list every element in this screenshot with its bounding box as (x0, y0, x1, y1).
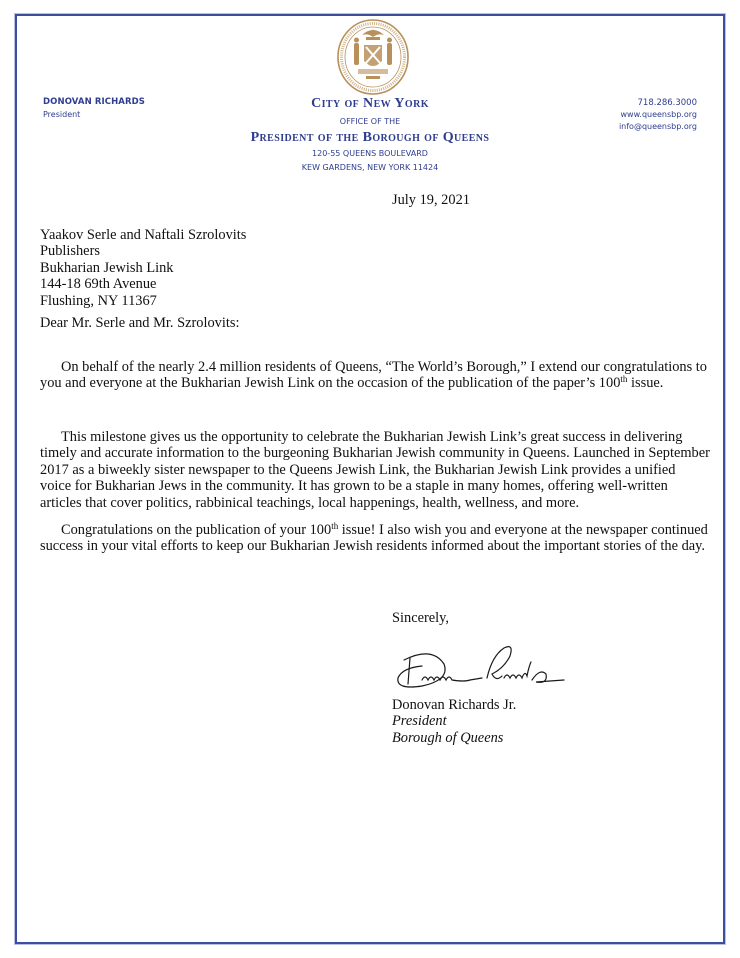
signer-title: President (392, 713, 447, 730)
city-heading: City of New York (311, 96, 429, 111)
recipient-names: Yaakov Serle and Naftali Szrolovits (40, 227, 247, 243)
letterhead-center (200, 96, 540, 174)
body-paragraph-3: Congratulations on the publication of your 100th issue! I also wish you and everyone at the newspaper continued success in your vital efforts to keep our Bukharian Jewish residents informed about the important stories of the day. (40, 521, 708, 555)
recipient-street: 144-18 69th Avenue (40, 276, 157, 293)
office-name-heading: President of the Borough of Queens (250, 130, 490, 145)
president-name-heading: DONOVAN RICHARDS (43, 97, 146, 107)
president-title-heading: President (43, 110, 81, 119)
body-paragraph-1: On behalf of the nearly 2.4 million residents of Queens, “The World’s Borough,” I extend our congratulations to you and everyone at the Bukharian Jewish Link on the occasion of the publication of the paper’s 100th issue. (40, 359, 707, 392)
address-line-2: KEW GARDENS, NEW YORK 11424 (301, 163, 439, 172)
website-link[interactable]: www.queensbp.org (620, 110, 697, 119)
signer-block (392, 697, 516, 746)
office-heading: OFFICE OF THE (339, 117, 401, 126)
recipient-block (40, 227, 246, 309)
nyc-seal-icon (336, 17, 410, 95)
address-line-1: 120-55 QUEENS BOULEVARD (312, 149, 428, 158)
phone-number: 718.286.3000 (637, 98, 697, 108)
letterhead-right (619, 97, 697, 133)
closing: Sincerely, (392, 610, 450, 626)
salutation: Dear Mr. Serle and Mr. Szrolovits: (40, 315, 240, 331)
email-link[interactable]: info@queensbp.org (618, 122, 697, 131)
recipient-organization: Bukharian Jewish Link (40, 259, 174, 276)
letterhead-left (43, 97, 145, 119)
recipient-city: Flushing, NY 11367 (40, 292, 157, 309)
recipient-title: Publishers (40, 243, 100, 260)
body-paragraph-2: This milestone gives us the opportunity to celebrate the Bukharian Jewish Link’s great success in delivering timely and accurate information to the burgeoning Bukharian Jewish community in Queens. Launched in September 2017 as a biweekly sister newspaper to the Queens Jewish Link, the Bukharian Jewish Link provides a unified voice for Bukharian Jews in the community. It has grown to be a staple in many homes, offering well-written articles that cover politics, rabbinical teachings, local happenings, health, wellness, and more. (40, 429, 710, 511)
signer-office: Borough of Queens (392, 729, 504, 746)
letter-date: July 19, 2021 (392, 192, 470, 208)
signer-name: Donovan Richards Jr. (392, 697, 517, 713)
handwritten-signature-icon (392, 644, 567, 694)
